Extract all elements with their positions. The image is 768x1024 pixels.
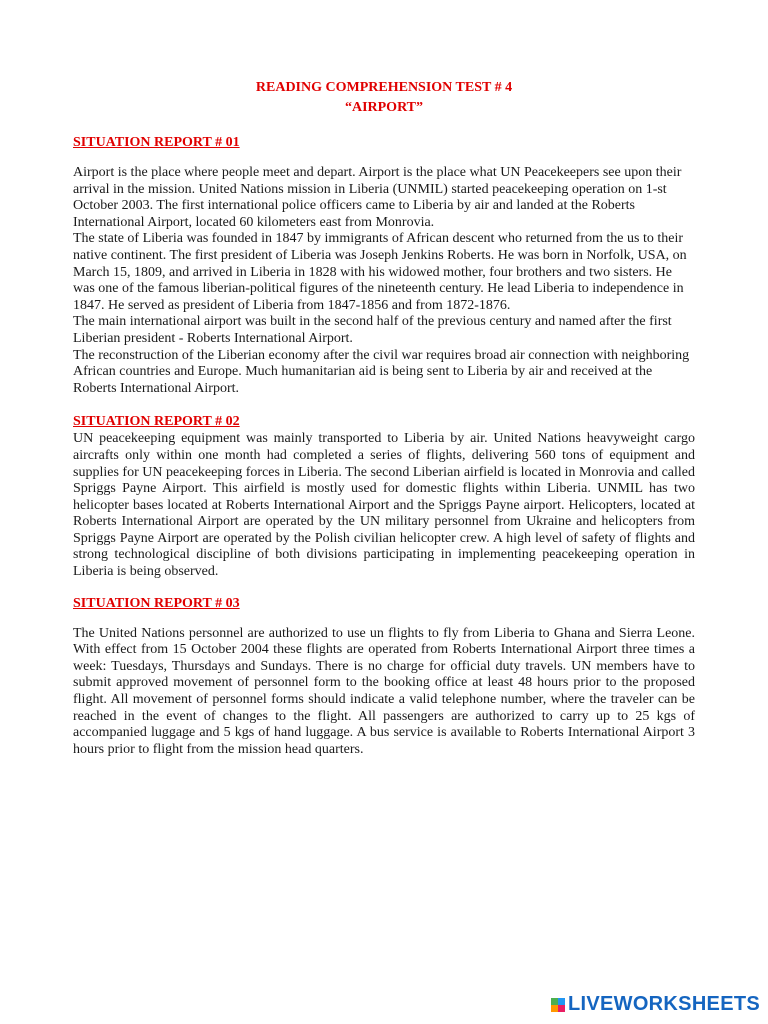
section-body-02 (73, 431, 695, 580)
paragraph: UN peacekeeping equipment was mainly transported to Liberia by air. United Nations heavyweight cargo aircrafts only within one month had completed a series of flights, delivering 560 tons of equipment and supplies for UN peacekeeping forces in Liberia. The second Liberian airfield is located in Monrovia and called Spriggs Payne Airport. This airfield is mostly used for domestic flights within Liberia. UNMIL has two helicopter bases located at Roberts International Airport and the Spriggs Payne airport. Helicopters, located at Roberts International Airport are operated by the UN military personnel from Ukraine and helicopters from Spriggs Payne Airport are operated by the Polish civilian helicopter crew. A high level of safety of flights and strong technological discipline of both divisions participating in implementing peacekeeping operation in Liberia is being observed. (73, 431, 695, 580)
brand-name: LIVEWORKSHEETS (568, 993, 760, 1015)
paragraph: The state of Liberia was founded in 1847 by immigrants of African descent who returned from the us to their native continent. The first president of Liberia was Joseph Jenkins Roberts. He was born in Norfolk, USA, on March 15, 1809, and arrived in Liberia in 1828 with his widowed mother, four brothers and two sisters. He was one of the famous liberian-political figures of the nineteenth century. He lead Liberia to independence in 1847. He served as president of Liberia from 1847-1856 and from 1872-1876. (73, 231, 687, 313)
paragraph: The reconstruction of the Liberian economy after the civil war requires broad air connection with neighboring African countries and Europe. Much humanitarian aid is being sent to Liberia by air and received at the Roberts International Airport. (73, 347, 690, 396)
page-title: READING COMPREHENSION TEST # 4 (255, 80, 513, 95)
paragraph: The main international airport was built in the second half of the previous century and named after the first Liberian president - Roberts International Airport. (73, 314, 672, 346)
page-subtitle: “AIRPORT” (344, 100, 424, 115)
section-heading-02: SITUATION REPORT # 02 (73, 414, 240, 430)
situation-report-02 (73, 413, 695, 580)
paragraph: The United Nations personnel are authorized to use un flights to fly from Liberia to Ghana and Sierra Leone. With effect from 15 October 2004 these flights are operated from Roberts International Airport three times a week: Tuesdays, Thursdays and Sundays. There is no charge for official duty travels. UN members have to submit approved movement of personnel form to the booking office at least 48 hours prior to the proposed flight. All movement of personnel forms should indicate a valid telephone number, where the traveler can be reached in the event of changes to the flight. All passengers are authorized to carry up to 25 kgs of accompanied luggage and 5 kgs of hand luggage. A bus service is available to Roberts International Airport 3 hours prior to flight from the mission head quarters. (73, 625, 695, 757)
section-body-01 (73, 165, 695, 397)
section-heading-03: SITUATION REPORT # 03 (73, 595, 240, 611)
worksheet-page (73, 78, 695, 758)
paragraph: Airport is the place where people meet and depart. Airport is the place what UN Peacekeepers see upon their arrival in the mission. United Nations mission in Liberia (UNMIL) started peacekeeping operation on 1-st October 2003. The first international police officers came to Liberia by air and landed at the Roberts International Airport, located 60 kilometers east from Monrovia. (73, 165, 682, 230)
situation-report-03 (73, 595, 695, 759)
liveworksheets-logo[interactable] (551, 993, 760, 1016)
section-body-03 (73, 626, 695, 759)
liveworksheets-logo-icon (551, 998, 565, 1012)
situation-report-01 (73, 134, 695, 397)
section-heading-01: SITUATION REPORT # 01 (73, 135, 240, 150)
